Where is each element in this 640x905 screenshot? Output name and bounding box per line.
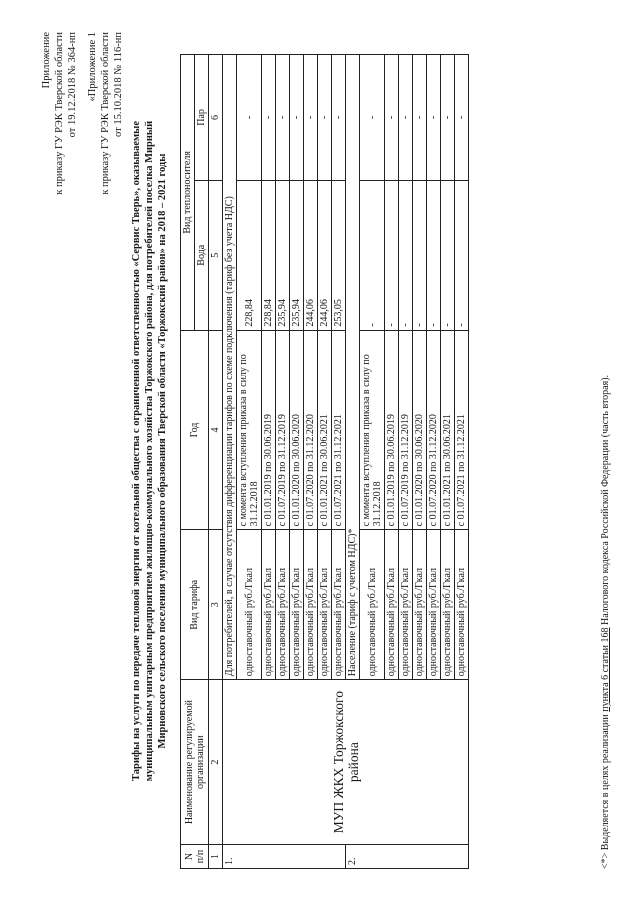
header-carrier: Вид теплоносителя: [181, 55, 195, 331]
group-label: Для потребителей, в случае отсутствия дифференциации тарифов по схеме подключения (тариф без учета НДС): [223, 55, 237, 680]
footnote-prefix: <*> Выделяется в целях реализации: [600, 711, 611, 869]
period-cell: с 01.01.2019 по 30.06.2019: [262, 330, 276, 530]
appendix-header-line: от 19.12.2018 № 364-нп: [67, 32, 78, 138]
appendix-header-line: к приказу ГУ РЭК Тверской области: [54, 32, 65, 195]
column-number: 5: [209, 180, 223, 330]
header-water: Вода: [195, 180, 209, 330]
tariff-kind-cell: одноставочный руб./Гкал: [318, 530, 332, 680]
steam-tariff-cell: -: [290, 55, 304, 181]
footnote-suffix: Налогового кодекса Российской Федерации (часть вторая).: [600, 374, 611, 628]
water-tariff-cell: 253,05: [332, 180, 346, 330]
tariff-kind-cell: одноставочный руб./Гкал: [441, 530, 455, 680]
period-cell: с 01.01.2021 по 30.06.2021: [441, 330, 455, 530]
tariff-kind-cell: одноставочный руб./Гкал: [413, 530, 427, 680]
period-cell: с 01.07.2021 по 31.12.2021: [455, 330, 469, 530]
group-number: 1.: [223, 845, 346, 869]
appendix-header-line: «Приложение 1: [87, 32, 98, 102]
steam-tariff-cell: -: [413, 55, 427, 181]
steam-tariff-cell: -: [304, 55, 318, 181]
tariff-kind-cell: одноставочный руб./Гкал: [427, 530, 441, 680]
period-cell: с 01.07.2021 по 31.12.2021: [332, 330, 346, 530]
water-tariff-cell: -: [455, 180, 469, 330]
water-tariff-cell: -: [385, 180, 399, 330]
period-cell: с 01.07.2020 по 31.12.2020: [304, 330, 318, 530]
tariff-kind-cell: одноставочный руб./Гкал: [399, 530, 413, 680]
water-tariff-cell: -: [360, 180, 385, 330]
steam-tariff-cell: -: [262, 55, 276, 181]
header-steam: Пар: [195, 55, 209, 181]
tariff-kind-cell: одноставочный руб./Гкал: [304, 530, 318, 680]
water-tariff-cell: -: [399, 180, 413, 330]
column-number: 3: [209, 530, 223, 680]
steam-tariff-cell: -: [276, 55, 290, 181]
footnote: [600, 375, 612, 869]
tariff-kind-cell: одноставочный руб./Гкал: [360, 530, 385, 680]
tariff-kind-cell: одноставочный руб./Гкал: [290, 530, 304, 680]
header-num: N п/п: [181, 845, 209, 869]
steam-tariff-cell: -: [427, 55, 441, 181]
document-title: [130, 31, 169, 871]
header-organization: Наименование регулируемой организации: [181, 680, 209, 845]
tariff-kind-cell: одноставочный руб./Гкал: [262, 530, 276, 680]
column-number: 4: [209, 330, 223, 530]
period-cell: с 01.01.2019 по 30.06.2019: [385, 330, 399, 530]
tariff-kind-cell: одноставочный руб./Гкал: [276, 530, 290, 680]
tariff-kind-cell: одноставочный руб./Гкал: [455, 530, 469, 680]
period-cell: с 01.01.2020 по 30.06.2020: [290, 330, 304, 530]
title-line: муниципальным унитарным предприятием жилищно-коммунального хозяйства Торжокского района, для потребителей поселка Мирный: [144, 120, 155, 782]
tariff-kind-cell: одноставочный руб./Гкал: [385, 530, 399, 680]
group-row: [223, 55, 237, 869]
water-tariff-cell: -: [427, 180, 441, 330]
period-cell: с 01.01.2021 по 30.06.2021: [318, 330, 332, 530]
group-number: 2.: [346, 845, 469, 869]
steam-tariff-cell: -: [360, 55, 385, 181]
organization-name: МУП ЖКХ Торжокского района: [223, 680, 469, 845]
tariff-kind-cell: одноставочный руб./Гкал: [237, 530, 262, 680]
appendix-header-line: от 15.10.2018 № 116-нп: [113, 32, 124, 137]
steam-tariff-cell: -: [455, 55, 469, 181]
period-cell: с 01.07.2019 по 31.12.2019: [276, 330, 290, 530]
period-cell: с момента вступления приказа в силу по 31.12.2018: [360, 330, 385, 530]
tariff-table: [180, 54, 469, 869]
period-cell: с 01.07.2019 по 31.12.2019: [399, 330, 413, 530]
group-label: Население (тариф с учетом НДС)*: [346, 55, 360, 680]
column-number: 1: [209, 845, 223, 869]
header-tariff-kind: Вид тарифа: [181, 530, 209, 680]
header-year: Год: [181, 330, 209, 530]
appendix-header-line: к приказу ГУ РЭК Тверской области: [100, 32, 111, 195]
column-number: 6: [209, 55, 223, 181]
water-tariff-cell: 228,84: [237, 180, 262, 330]
appendix-header: [40, 32, 79, 195]
water-tariff-cell: 228,84: [262, 180, 276, 330]
title-line: Тарифы на услуги по передаче тепловой энергии от котельной общества с ограниченной ответственностью «Сервис Тверь», оказываемые: [131, 121, 142, 782]
water-tariff-cell: 244,06: [318, 180, 332, 330]
appendix-header-line: Приложение: [41, 32, 52, 89]
water-tariff-cell: 244,06: [304, 180, 318, 330]
water-tariff-cell: 235,94: [276, 180, 290, 330]
period-cell: с момента вступления приказа в силу по 31.12.2018: [237, 330, 262, 530]
period-cell: с 01.07.2020 по 31.12.2020: [427, 330, 441, 530]
footnote-law-link: пункта 6 статьи 168: [600, 627, 611, 712]
steam-tariff-cell: -: [399, 55, 413, 181]
original-appendix-header: [86, 32, 125, 195]
steam-tariff-cell: -: [318, 55, 332, 181]
table-body: [223, 55, 469, 869]
table-header: [181, 55, 223, 869]
tariff-kind-cell: одноставочный руб./Гкал: [332, 530, 346, 680]
title-line: Мирновского сельского поселения муниципального образования Тверской области «Торжокский район» на 2018 – 2021 годы: [157, 153, 168, 749]
steam-tariff-cell: -: [385, 55, 399, 181]
period-cell: с 01.01.2020 по 30.06.2020: [413, 330, 427, 530]
column-number: 2: [209, 680, 223, 845]
steam-tariff-cell: -: [237, 55, 262, 181]
steam-tariff-cell: -: [441, 55, 455, 181]
water-tariff-cell: 235,94: [290, 180, 304, 330]
water-tariff-cell: -: [441, 180, 455, 330]
steam-tariff-cell: -: [332, 55, 346, 181]
water-tariff-cell: -: [413, 180, 427, 330]
